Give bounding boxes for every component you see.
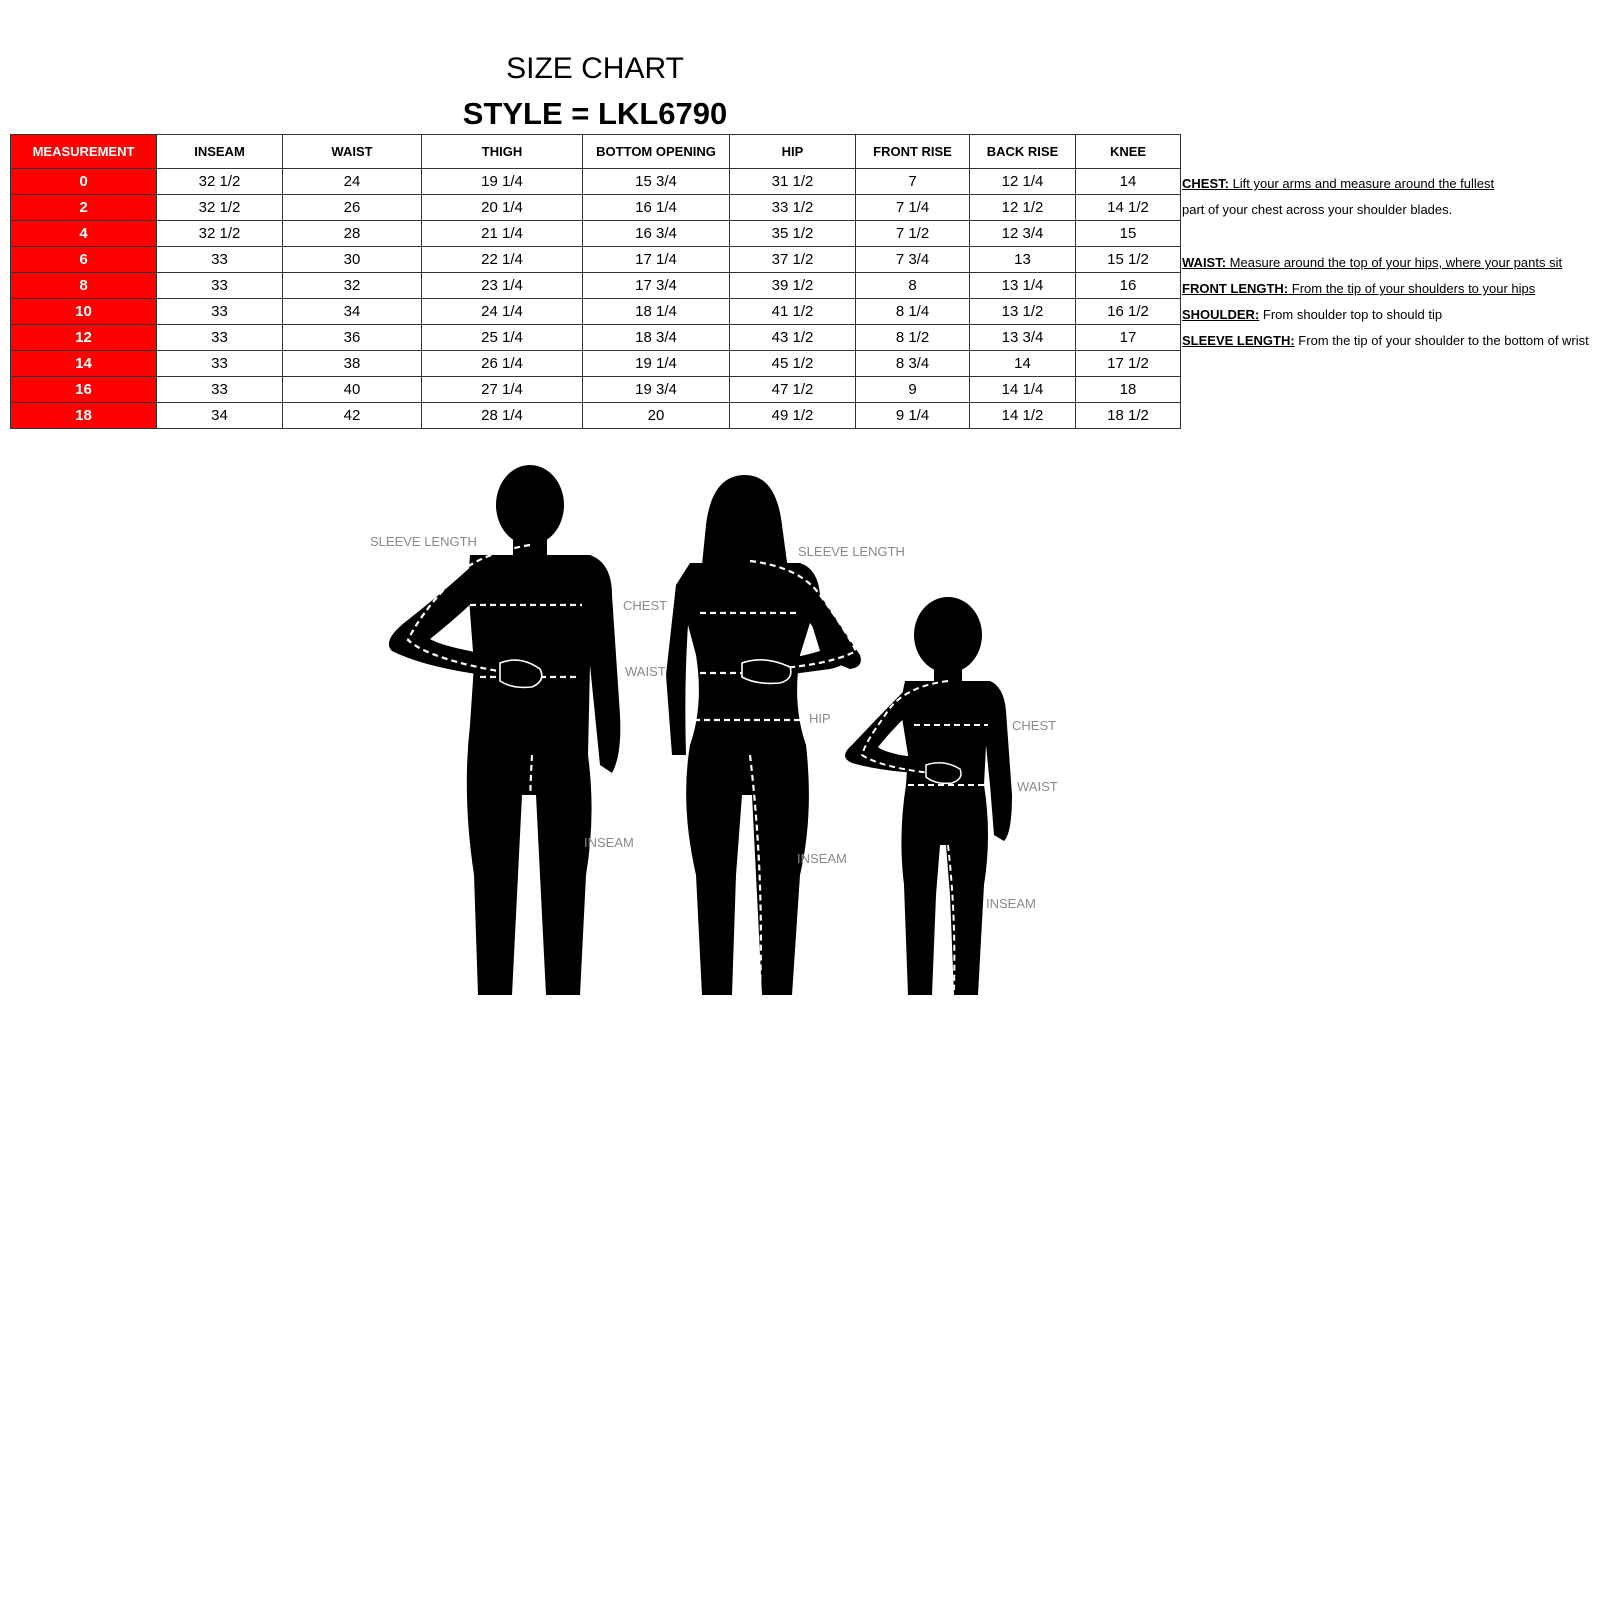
table-cell: 31 1/2 xyxy=(730,169,856,195)
table-cell: 7 xyxy=(856,169,970,195)
table-cell: 16 3/4 xyxy=(583,221,730,247)
table-cell: 32 1/2 xyxy=(157,195,283,221)
table-cell: 16 1/2 xyxy=(1076,299,1181,325)
table-cell: 9 1/4 xyxy=(856,403,970,429)
table-cell: 19 1/4 xyxy=(422,169,583,195)
size-cell: 0 xyxy=(11,169,157,195)
table-row xyxy=(11,377,1181,403)
table-cell: 40 xyxy=(283,377,422,403)
table-cell: 37 1/2 xyxy=(730,247,856,273)
size-cell: 4 xyxy=(11,221,157,247)
table-cell: 9 xyxy=(856,377,970,403)
table-cell: 34 xyxy=(283,299,422,325)
note-front-text: From the tip of your shoulders to your hips xyxy=(1288,281,1536,296)
note-waist-text: Measure around the top of your hips, where your pants sit xyxy=(1226,255,1563,270)
table-cell: 34 xyxy=(157,403,283,429)
man-sleeve-label: SLEEVE LENGTH xyxy=(370,534,477,549)
note-waist-key: WAIST: xyxy=(1182,255,1227,270)
table-cell: 33 xyxy=(157,377,283,403)
table-cell: 33 1/2 xyxy=(730,195,856,221)
table-cell: 20 1/4 xyxy=(422,195,583,221)
chart-title: SIZE CHART xyxy=(506,52,684,85)
size-table xyxy=(10,134,1181,429)
table-cell: 42 xyxy=(283,403,422,429)
body-measurement-illustration xyxy=(0,455,1600,1030)
table-cell: 17 1/2 xyxy=(1076,351,1181,377)
column-header-back-rise: BACK RISE xyxy=(970,135,1076,169)
table-cell: 21 1/4 xyxy=(422,221,583,247)
table-row xyxy=(11,169,1181,195)
table-cell: 8 1/2 xyxy=(856,325,970,351)
table-row xyxy=(11,195,1181,221)
table-cell: 13 3/4 xyxy=(970,325,1076,351)
table-cell: 28 xyxy=(283,221,422,247)
table-cell: 8 3/4 xyxy=(856,351,970,377)
size-cell: 14 xyxy=(11,351,157,377)
note-shoulder-text: From shoulder top to should tip xyxy=(1259,307,1443,322)
table-cell: 26 xyxy=(283,195,422,221)
table-row xyxy=(11,299,1181,325)
table-cell: 8 xyxy=(856,273,970,299)
table-cell: 7 3/4 xyxy=(856,247,970,273)
table-cell: 13 1/4 xyxy=(970,273,1076,299)
note-front-length xyxy=(1182,281,1535,296)
size-cell: 2 xyxy=(11,195,157,221)
table-cell: 32 1/2 xyxy=(157,169,283,195)
table-cell: 47 1/2 xyxy=(730,377,856,403)
note-chest-key: CHEST: xyxy=(1182,176,1229,191)
note-shoulder xyxy=(1182,307,1442,322)
table-cell: 12 1/2 xyxy=(970,195,1076,221)
size-cell: 10 xyxy=(11,299,157,325)
table-cell: 13 1/2 xyxy=(970,299,1076,325)
column-header-hip: HIP xyxy=(730,135,856,169)
table-cell: 39 1/2 xyxy=(730,273,856,299)
note-chest-continued: part of your chest across your shoulder blades. xyxy=(1182,202,1453,217)
table-cell: 15 1/2 xyxy=(1076,247,1181,273)
size-cell: 16 xyxy=(11,377,157,403)
table-cell: 17 1/4 xyxy=(583,247,730,273)
table-cell: 18 xyxy=(1076,377,1181,403)
note-sleeve-length xyxy=(1182,333,1589,348)
table-cell: 15 3/4 xyxy=(583,169,730,195)
table-cell: 16 1/4 xyxy=(583,195,730,221)
table-cell: 24 xyxy=(283,169,422,195)
note-sleeve-text: From the tip of your shoulder to the bottom of wrist xyxy=(1294,333,1589,348)
child-inseam-label: INSEAM xyxy=(986,896,1036,911)
column-header-inseam: INSEAM xyxy=(157,135,283,169)
table-row xyxy=(11,247,1181,273)
table-cell: 33 xyxy=(157,299,283,325)
note-chest xyxy=(1182,176,1494,191)
child-chest-label: CHEST xyxy=(1012,718,1057,733)
table-row xyxy=(11,221,1181,247)
table-cell: 7 1/2 xyxy=(856,221,970,247)
child-waist-label: WAIST xyxy=(1017,779,1058,794)
size-cell: 12 xyxy=(11,325,157,351)
table-cell: 38 xyxy=(283,351,422,377)
table-cell: 16 xyxy=(1076,273,1181,299)
column-header-measurement: MEASUREMENT xyxy=(11,135,157,169)
table-cell: 35 1/2 xyxy=(730,221,856,247)
column-header-waist: WAIST xyxy=(283,135,422,169)
size-cell: 8 xyxy=(11,273,157,299)
woman-inseam-label: INSEAM xyxy=(797,851,847,866)
table-cell: 26 1/4 xyxy=(422,351,583,377)
table-row xyxy=(11,351,1181,377)
woman-sleeve-label: SLEEVE LENGTH xyxy=(798,544,905,559)
size-cell: 6 xyxy=(11,247,157,273)
column-header-knee: KNEE xyxy=(1076,135,1181,169)
table-cell: 33 xyxy=(157,351,283,377)
woman-hip-label: HIP xyxy=(809,711,831,726)
table-cell: 18 1/4 xyxy=(583,299,730,325)
table-cell: 14 1/2 xyxy=(1076,195,1181,221)
table-cell: 23 1/4 xyxy=(422,273,583,299)
table-cell: 19 1/4 xyxy=(583,351,730,377)
table-cell: 14 xyxy=(1076,169,1181,195)
table-cell: 36 xyxy=(283,325,422,351)
table-cell: 14 xyxy=(970,351,1076,377)
table-cell: 49 1/2 xyxy=(730,403,856,429)
table-cell: 15 xyxy=(1076,221,1181,247)
table-cell: 18 1/2 xyxy=(1076,403,1181,429)
note-shoulder-key: SHOULDER: xyxy=(1182,307,1260,322)
table-cell: 22 1/4 xyxy=(422,247,583,273)
note-front-key: FRONT LENGTH: xyxy=(1182,281,1289,296)
note-sleeve-key: SLEEVE LENGTH: xyxy=(1182,333,1295,348)
table-cell: 13 xyxy=(970,247,1076,273)
table-cell: 17 xyxy=(1076,325,1181,351)
style-code: STYLE = LKL6790 xyxy=(462,96,728,131)
table-cell: 41 1/2 xyxy=(730,299,856,325)
table-cell: 27 1/4 xyxy=(422,377,583,403)
table-row xyxy=(11,403,1181,429)
table-cell: 43 1/2 xyxy=(730,325,856,351)
table-cell: 14 1/4 xyxy=(970,377,1076,403)
table-cell: 32 1/2 xyxy=(157,221,283,247)
table-cell: 7 1/4 xyxy=(856,195,970,221)
child-hand xyxy=(926,763,961,784)
table-cell: 30 xyxy=(283,247,422,273)
table-cell: 33 xyxy=(157,247,283,273)
table-cell: 24 1/4 xyxy=(422,299,583,325)
size-cell: 18 xyxy=(11,403,157,429)
column-header-thigh: THIGH xyxy=(422,135,583,169)
table-cell: 12 1/4 xyxy=(970,169,1076,195)
note-waist xyxy=(1182,255,1562,270)
table-cell: 45 1/2 xyxy=(730,351,856,377)
man-waist-label: WAIST xyxy=(625,664,666,679)
table-cell: 14 1/2 xyxy=(970,403,1076,429)
table-cell: 33 xyxy=(157,325,283,351)
table-cell: 32 xyxy=(283,273,422,299)
man-inseam-label: INSEAM xyxy=(584,835,634,850)
table-cell: 12 3/4 xyxy=(970,221,1076,247)
table-cell: 18 3/4 xyxy=(583,325,730,351)
note-chest-text: Lift your arms and measure around the fullest xyxy=(1228,176,1495,191)
table-header-row xyxy=(11,135,1181,169)
table-cell: 20 xyxy=(583,403,730,429)
column-header-front-rise: FRONT RISE xyxy=(856,135,970,169)
man-chest-label: CHEST xyxy=(623,598,668,613)
table-row xyxy=(11,273,1181,299)
table-cell: 19 3/4 xyxy=(583,377,730,403)
table-cell: 17 3/4 xyxy=(583,273,730,299)
table-cell: 8 1/4 xyxy=(856,299,970,325)
table-cell: 28 1/4 xyxy=(422,403,583,429)
table-cell: 33 xyxy=(157,273,283,299)
child-silhouette xyxy=(845,597,1012,995)
table-row xyxy=(11,325,1181,351)
column-header-bottom-opening: BOTTOM OPENING xyxy=(583,135,730,169)
table-cell: 25 1/4 xyxy=(422,325,583,351)
